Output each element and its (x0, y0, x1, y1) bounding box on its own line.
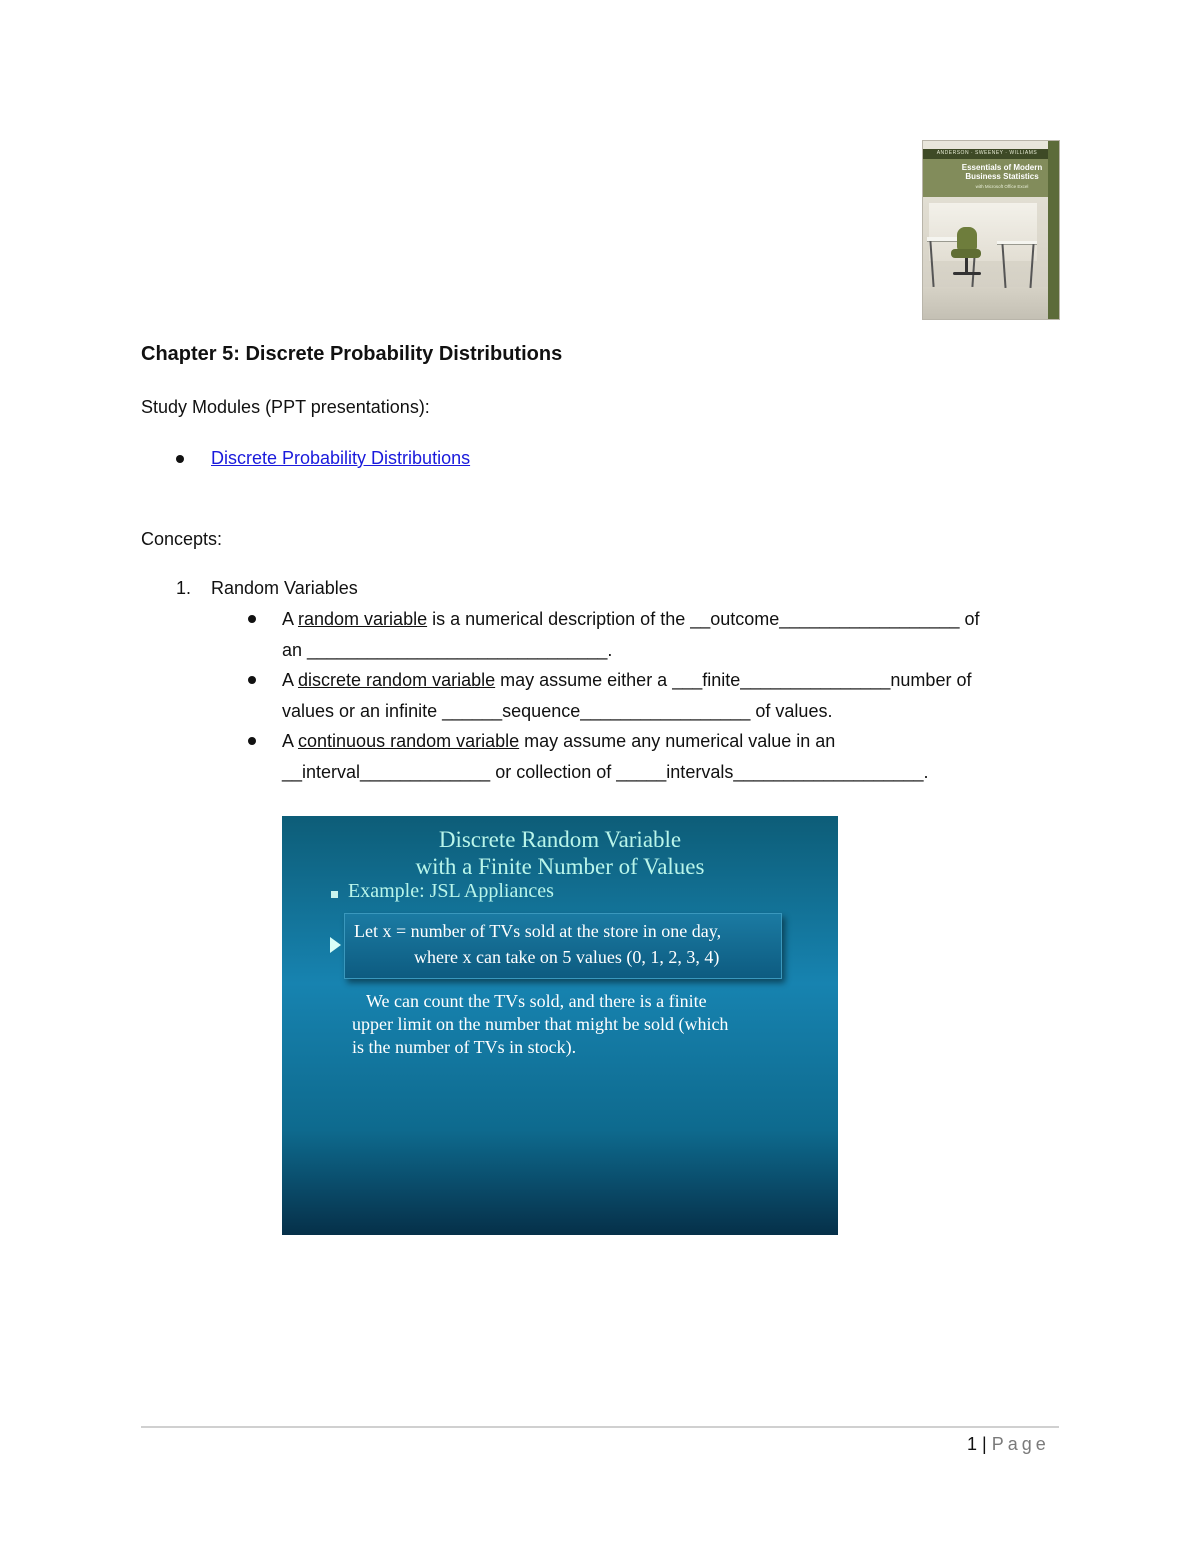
discrete-probability-link[interactable]: Discrete Probability Distributions (211, 448, 471, 468)
bullet-text: may assume either a ___finite_______________number of (495, 670, 972, 690)
slide-paragraph-line1: We can count the TVs sold, and there is a finite (366, 991, 707, 1011)
bullet-text: A (282, 670, 299, 690)
slide-box-line1: Let x = number of TVs sold at the store in one day, (354, 921, 722, 941)
bullet-icon (248, 615, 256, 623)
term-continuous-random-variable: continuous random variable (298, 731, 520, 751)
slide-title-line2: with a Finite Number of Values (415, 854, 705, 879)
slide-paragraph-line3: is the number of TVs in stock). (352, 1037, 577, 1057)
slide-title-line1: Discrete Random Variable (438, 827, 682, 852)
bullet-continuous-random-variable-cont: __interval_____________ or collection of _____intervals___________________. (282, 762, 929, 782)
concepts-label: Concepts: (141, 529, 223, 549)
term-random-variable: random variable (298, 609, 428, 629)
bullet-icon (248, 676, 256, 684)
bullet-continuous-random-variable (282, 730, 835, 752)
bullet-icon (248, 737, 256, 745)
cover-title-line1: Essentials of Modern (961, 163, 1043, 172)
page-footer (967, 1434, 1050, 1455)
slide-definition-box (344, 913, 782, 979)
slide-paragraph-line2: upper limit on the number that might be sold (which (352, 1014, 729, 1034)
footer-divider (141, 1426, 1059, 1428)
cover-title-line2: Business Statistics (965, 172, 1039, 181)
cover-chair-seat (951, 249, 981, 258)
slide-example: Example: JSL Appliances (348, 880, 554, 902)
slide-image (282, 816, 838, 1235)
bullet-text: A (282, 731, 299, 751)
page-label: Page (991, 1434, 1050, 1454)
bullet-text: may assume any numerical value in an (519, 731, 836, 751)
cover-authors: ANDERSON · SWEENEY · WILLIAMS (936, 150, 1038, 156)
bullet-text: is a numerical description of the __outcome__________________ of (427, 609, 980, 629)
study-modules-label: Study Modules (PPT presentations): (141, 397, 430, 417)
cover-chair-base (953, 272, 981, 275)
bullet-text: A (282, 609, 299, 629)
bullet-discrete-random-variable-cont: values or an infinite ______sequence_________________ of values. (282, 701, 833, 721)
slide-box-line2: where x can take on 5 values (0, 1, 2, 3, 4) (414, 947, 720, 967)
footer-separator: | (982, 1434, 987, 1454)
cover-chair-back (957, 227, 977, 251)
slide-bullet-square-icon (331, 891, 338, 898)
page-number: 1 (967, 1434, 978, 1454)
cover-floor (923, 287, 1048, 319)
book-cover-image (923, 141, 1059, 319)
cover-edition: with Microsoft Office Excel (975, 184, 1029, 189)
chapter-heading: Chapter 5: Discrete Probability Distributions (141, 343, 563, 365)
list-item-title: Random Variables (211, 578, 358, 598)
list-number: 1. (176, 578, 192, 598)
cover-window (929, 203, 1037, 261)
cover-spine-bar (1048, 141, 1059, 319)
cover-title (957, 163, 1047, 181)
slide-arrow-icon (330, 937, 341, 953)
term-discrete-random-variable: discrete random variable (298, 670, 496, 690)
bullet-random-variable-cont: an ______________________________. (282, 640, 613, 660)
bullet-discrete-random-variable (282, 669, 971, 691)
bullet-random-variable (282, 608, 980, 630)
cover-chair-stem (965, 258, 968, 272)
bullet-icon (176, 455, 184, 463)
